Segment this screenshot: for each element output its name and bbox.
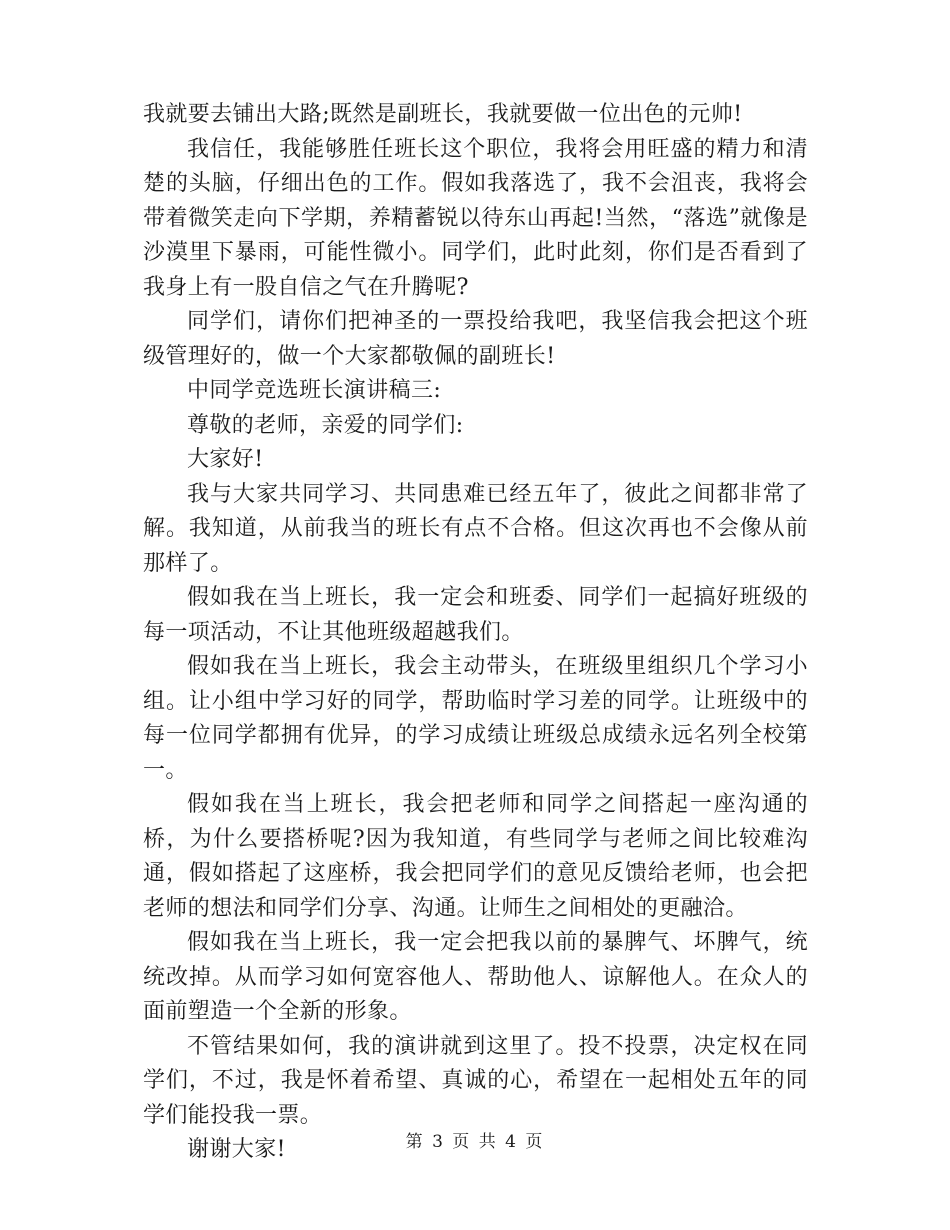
closing: 谢谢大家!: [187, 1137, 286, 1162]
paragraph: 假如我在当上班长，我一定会和班委、同学们一起搞好班级的每一项活动，不让其他班级超越我们。: [143, 585, 808, 645]
paragraph: 我与大家共同学习、共同患难已经五年了，彼此之间都非常了解。我知道，从前我当的班长有点不合格。但这次再也不会像从前那样了。: [143, 481, 808, 576]
greeting: 大家好!: [187, 447, 264, 472]
salutation: 尊敬的老师，亲爱的同学们:: [187, 412, 464, 438]
section-heading: 中同学竞选班长演讲稿三:: [187, 378, 442, 403]
paragraph: 假如我在当上班长，我会把老师和同学之间搭起一座沟通的桥，为什么要搭桥呢?因为我知道，有些同学与老师之间比较难沟通，假如搭起了这座桥，我会把同学们的意见反馈给老师，也会把老师的想法和同学们分享、沟通。让师生之间相处的更融洽。: [143, 792, 808, 921]
paragraph: 同学们，请你们把神圣的一票投给我吧，我坚信我会把这个班级管理好的，做一个大家都敬佩的副班长!: [143, 309, 808, 369]
paragraph: 不管结果如何，我的演讲就到这里了。投不投票，决定权在同学们，不过，我是怀着希望、真诚的心，希望在一起相处五年的同学们能投我一票。: [143, 1033, 808, 1128]
document-body: [143, 98, 808, 1168]
paragraph: 假如我在当上班长，我会主动带头，在班级里组织几个学习小组。让小组中学习好的同学，帮助临时学习差的同学。让班级中的每一位同学都拥有优异，的学习成绩让班级总成绩永远名列全校第一。: [143, 654, 808, 783]
paragraph: 我信任，我能够胜任班长这个职位，我将会用旺盛的精力和清楚的头脑，仔细出色的工作。假如我落选了，我不会沮丧，我将会带着微笑走向下学期，养精蓄锐以待东山再起!当然，“落选”就像是沙漠里下暴雨，可能性微小。同学们，此时此刻，你们是否看到了我身上有一股自信之气在升腾呢?: [143, 136, 808, 300]
paragraph: 假如我在当上班长，我一定会把我以前的暴脾气、坏脾气，统统改掉。从而学习如何宽容他人、帮助他人、谅解他人。在众人的面前塑造一个全新的形象。: [143, 930, 808, 1024]
paragraph: 我就要去铺出大路;既然是副班长，我就要做一位出色的元帅!: [143, 102, 743, 127]
page-number: 第 3 页 共 4 页: [405, 1132, 545, 1152]
